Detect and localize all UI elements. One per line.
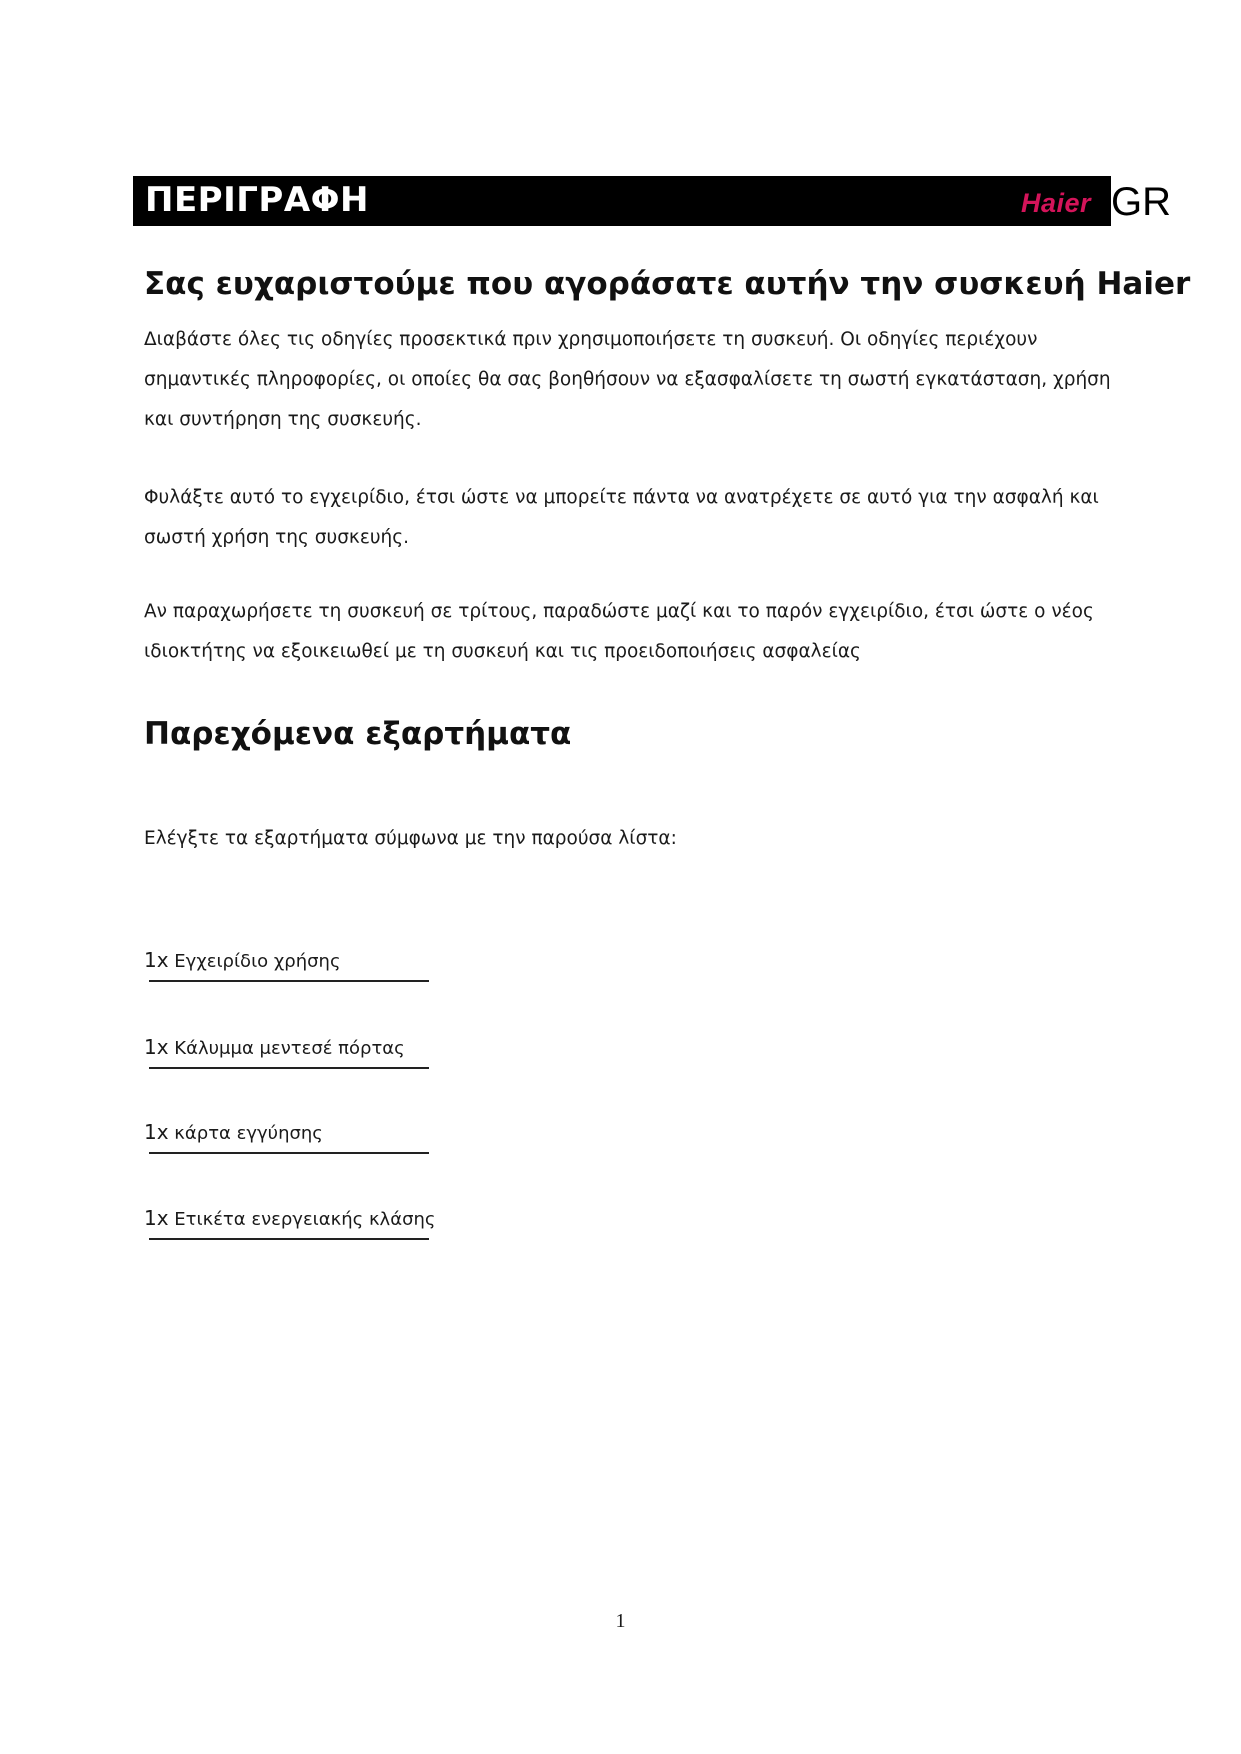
- accessories-heading: Παρεχόμενα εξαρτήματα: [144, 716, 572, 752]
- page-number: 1: [615, 1610, 626, 1632]
- accessory-qty: 1x: [144, 1120, 169, 1144]
- intro-paragraph-2: Φυλάξτε αυτό το εγχειρίδιο, έτσι ώστε να μπορείτε πάντα να ανατρέχετε σε αυτό για την ασφαλή και σωστή χρήση της συσκευής.: [144, 487, 1099, 548]
- language-code: GR: [1111, 180, 1171, 224]
- accessory-item: [144, 948, 430, 972]
- accessories-check-text: Ελέγξτε τα εξαρτήματα σύμφωνα με την παρούσα λίστα:: [144, 828, 677, 849]
- intro-paragraph-1: Διαβάστε όλες τις οδηγίες προσεκτικά πριν χρησιμοποιήσετε τη συσκευή. Οι οδηγίες περιέχουν σημαντικές πληροφορίες, οι οποίες θα σας βοηθήσουν να εξασφαλίσετε τη σωστή εγκατάσταση, χρήση και συντήρηση της συσκευής.: [144, 329, 1111, 430]
- accessory-label: Ετικέτα ενεργειακής κλάσης: [174, 1209, 436, 1230]
- section-header-bar: [133, 176, 1111, 226]
- accessory-underline: [149, 1152, 429, 1154]
- accessory-label: κάρτα εγγύησης: [174, 1123, 323, 1144]
- accessory-underline: [149, 980, 429, 982]
- intro-heading: Σας ευχαριστούμε που αγοράσατε αυτήν την συσκευή Haier: [144, 266, 1191, 302]
- accessory-underline: [149, 1067, 429, 1069]
- haier-logo: Haier: [1020, 188, 1091, 218]
- accessory-item: [144, 1206, 436, 1230]
- section-title: ΠΕΡΙΓΡΑΦΗ: [145, 180, 370, 220]
- accessory-qty: 1x: [144, 1035, 169, 1059]
- accessory-label: Κάλυμμα μεντεσέ πόρτας: [174, 1038, 405, 1059]
- intro-paragraph-3: Αν παραχωρήσετε τη συσκευή σε τρίτους, παραδώστε μαζί και το παρόν εγχειρίδιο, έτσι ώστε ο νέος ιδιοκτήτης να εξοικειωθεί με τη συσκευή και τις προειδοποιήσεις ασφαλείας: [144, 601, 1094, 662]
- accessory-qty: 1x: [144, 948, 169, 972]
- accessory-item: [144, 1035, 430, 1059]
- accessory-qty: 1x: [144, 1206, 169, 1230]
- accessory-item: [144, 1120, 430, 1144]
- accessory-underline: [149, 1238, 429, 1240]
- accessory-label: Εγχειρίδιο χρήσης: [174, 951, 341, 972]
